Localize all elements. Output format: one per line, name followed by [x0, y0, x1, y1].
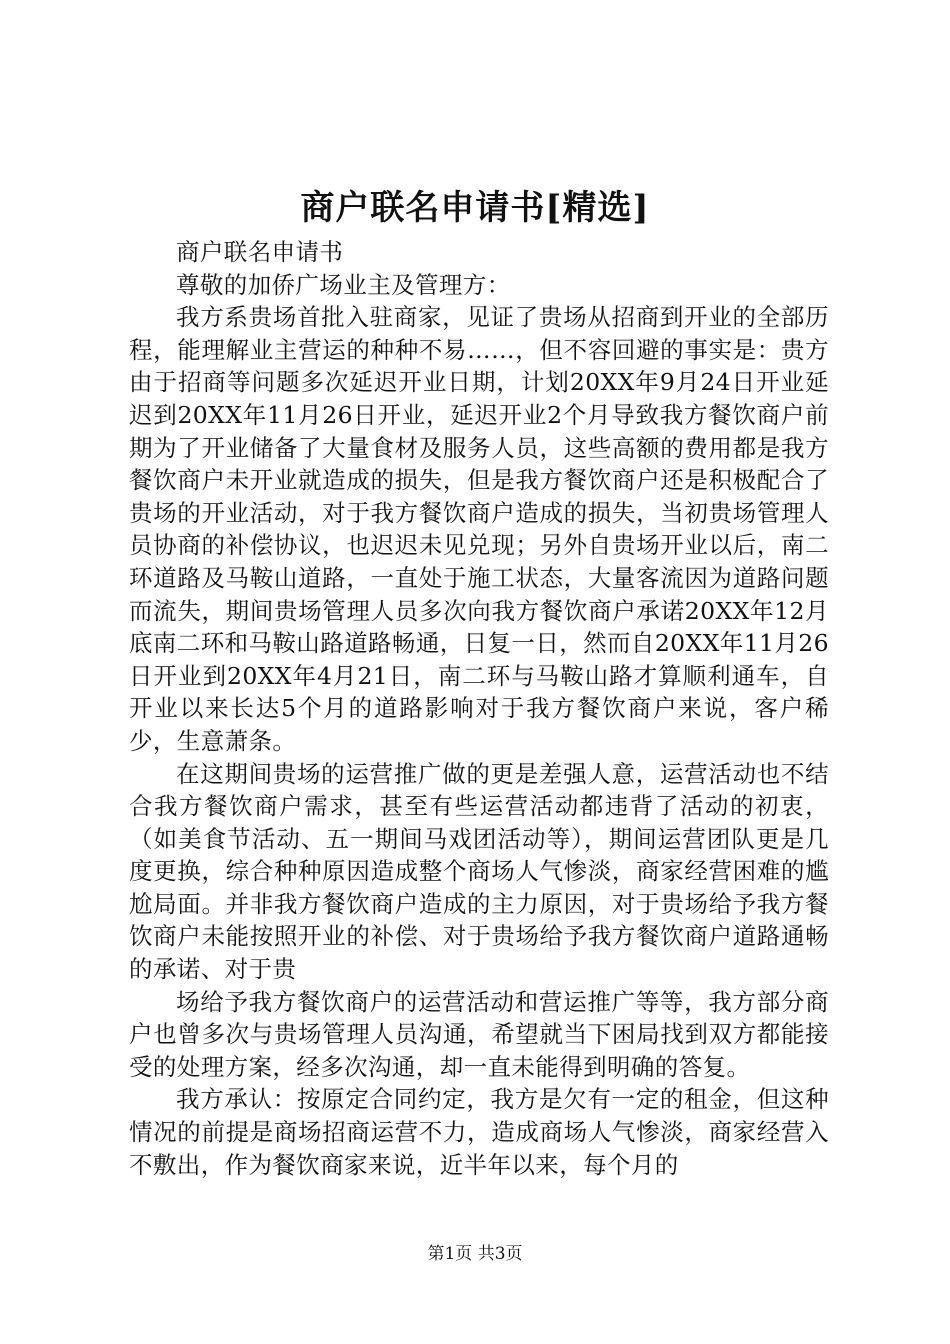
document-title: 商户联名申请书[精选]: [300, 188, 650, 228]
paragraph-background: 我方系贵场首批入驻商家，见证了贵场从招商到开业的全部历程，能理解业主营运的种种不易……，但不容回避的事实是：贵方由于招商等问题多次延迟开业日期，计划20XX年9月24日开业延迟到20XX年11月26日开业，延迟开业2个月导致我方餐饮商户前期为了开业储备了大量食材及服务人员，这些高额的费用都是我方餐饮商户未开业就造成的损失，但是我方餐饮商户还是积极配合了贵场的开业活动，对于我方餐饮商户造成的损失，当初贵场管理人员协商的补偿协议，也迟迟未见兑现；另外自贵场开业以后，南二环道路及马鞍山道路，一直处于施工状态，大量客流因为道路问题而流失，期间贵场管理人员多次向我方餐饮商户承诺20XX年12月底南二环和马鞍山路道路畅通，日复一日，然而自20XX年11月26日开业到20XX年4月21日，南二环与马鞍山路才算顺利通车，自开业以来长达5个月的道路影响对于我方餐饮商户来说，客户稀少，生意萧条。: [129, 303, 829, 755]
paragraph-communication: 场给予我方餐饮商户的运营活动和营运推广等等，我方部分商户也曾多次与贵场管理人员沟通，希望就当下困局找到双方都能接受的处理方案，经多次沟通，却一直未能得到明确的答复。: [129, 987, 829, 1081]
paragraph-heading: 商户联名申请书: [176, 238, 344, 266]
paragraph-acknowledgement: 我方承认：按原定合同约定，我方是欠有一定的租金，但这种情况的前提是商场招商运营不力，造成商场人气惨淡，商家经营入不敷出，作为餐饮商家来说，近半年以来，每个月的: [129, 1085, 829, 1179]
document-body: [129, 236, 829, 1181]
paragraph-salutation: 尊敬的加侨广场业主及管理方：: [176, 270, 511, 299]
page-footer: 第1页 共3页: [427, 1244, 523, 1264]
paragraph-operations: 在这期间贵场的运营推广做的更是差强人意，运营活动也不结合我方餐饮商户需求，甚至有些运营活动都违背了活动的初衷，（如美食节活动、五一期间马戏团活动等），期间运营团队更是几度更换，综合种种原因造成整个商场人气惨淡，商家经营困难的尴尬局面。并非我方餐饮商户造成的主力原因，对于贵场给予我方餐饮商户未能按照开业的补偿、对于贵场给予我方餐饮商户道路通畅的承诺、对于贵: [129, 759, 829, 984]
